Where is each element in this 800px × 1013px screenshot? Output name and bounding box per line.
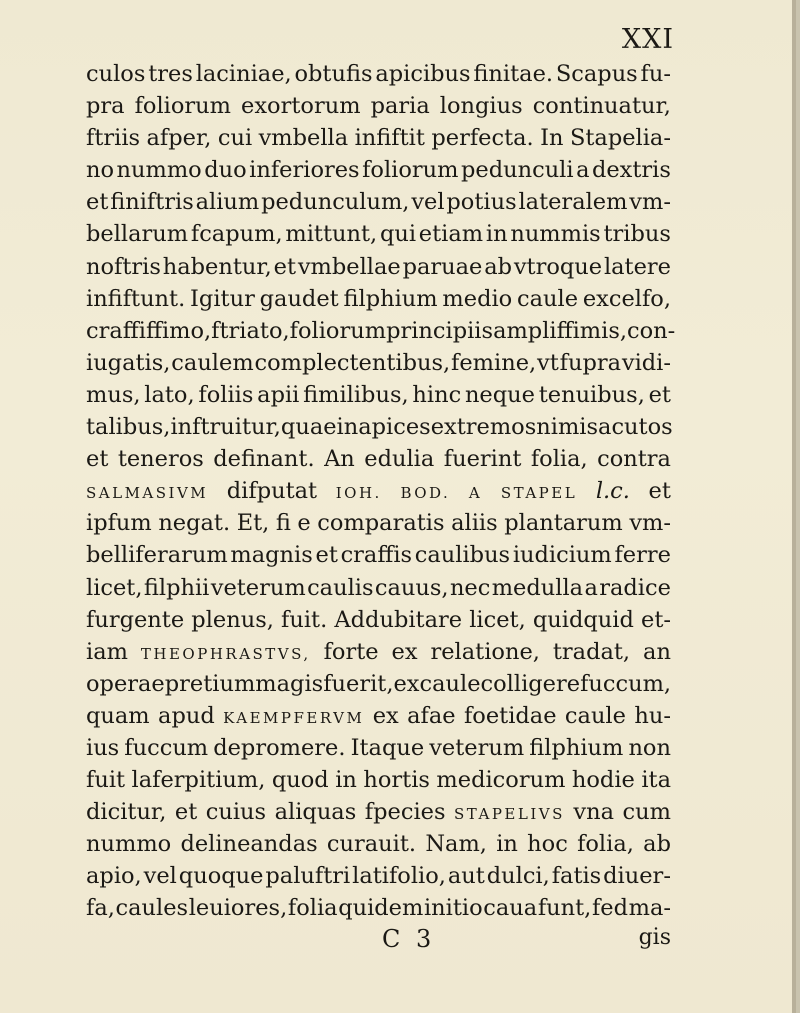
word: Scapus [555,61,638,87]
word: forte [323,638,379,665]
word: colligere [480,670,581,697]
word: quod [271,767,329,794]
word: pedunculi [460,157,574,184]
word: nimis [536,414,599,441]
word: iam [86,638,128,665]
word: obtufis [294,61,373,87]
word: e [297,510,311,537]
word: in [496,831,518,858]
word: folia [287,895,338,922]
word: et- [641,606,671,633]
word: filphii [143,574,210,601]
word: apud [158,702,215,729]
word: Nam, [425,831,487,858]
word: craffis [340,542,413,569]
text-line [86,764,671,796]
word: pretium [164,670,256,697]
word: vel [411,189,445,216]
word: lato, [144,381,195,408]
word: Itaque [350,734,425,761]
word: femine, [451,349,537,376]
word: foliorum [362,157,459,184]
word: vmbellae [297,253,401,280]
word: quae [280,414,337,441]
word: Stapelia- [569,125,671,152]
word: furgente [86,606,185,633]
word: aliis [451,510,498,537]
text-line [86,700,671,732]
word: aliquas [274,799,357,826]
word: difputat [226,478,318,505]
word: foetidae [463,702,557,729]
word: tenuibus, [538,381,645,408]
word: in [335,767,357,794]
word: In [540,125,564,152]
word: a [576,157,590,184]
word: excelfo, [582,285,671,312]
word: vtroque [513,253,603,280]
word: inftruitur, [170,414,281,441]
text-line [86,186,671,218]
word: Igitur [190,285,255,312]
word: leuiores, [188,895,288,922]
text-line [86,379,671,411]
word: inferiores [249,157,360,184]
text-line [86,90,671,122]
word: iudicium [512,542,612,569]
word: negat. [158,510,231,537]
word: apio, [86,863,142,890]
text-line [86,154,671,186]
word: fcapum, [190,221,283,248]
word: habentur, [162,253,272,280]
word: foliorum [134,93,232,120]
word: craffiffimo, [86,317,212,344]
word: finiftris [110,189,194,216]
word: fimilibus, [303,381,409,408]
word: foliorum [289,317,387,344]
word: fa, [86,895,115,922]
word: perfecta. [431,125,534,152]
word: folia, [530,446,588,473]
word: l.c. [595,478,630,505]
word: STAPELIVS [454,805,565,824]
word: dextris [591,157,671,184]
text-line [86,732,671,764]
word: vna [573,799,615,826]
word: fuerit, [323,670,394,697]
word: nummis [510,221,601,248]
word: mittunt, [285,221,378,248]
word: vidi- [621,349,671,376]
word: et [315,542,338,569]
word: et [86,189,109,216]
word: laferpitium, [131,767,266,794]
word: alium [195,189,260,216]
word: licet, [86,574,143,601]
word: in [336,414,359,441]
word: THEOPHRASTVS, [140,644,311,663]
word: caules [115,895,189,922]
word: fi [275,510,291,537]
word: teneros [117,446,204,473]
word: pedunculum, [261,189,410,216]
word: hortis [363,767,430,794]
word: ab [484,253,513,280]
word: cuius [205,799,267,826]
word: exortorum [241,93,361,120]
word: KAEMPFERVM [223,708,365,727]
word: caulibus [414,542,511,569]
word: fatis [551,863,602,890]
text-line [86,251,671,283]
word: belliferarum [86,542,228,569]
word: fuerint [443,446,522,473]
word: plenus, [191,606,274,633]
word: et [648,478,671,505]
word: a [584,574,598,601]
word: dicitur, [86,799,167,826]
text-line [86,283,671,315]
word: dulci, [486,863,550,890]
word: fupra [559,349,622,376]
word: in [485,221,508,248]
word: paruae [402,253,483,280]
body-text [86,58,676,925]
text-line [86,443,671,475]
word: hu- [634,702,671,729]
word: depromere. [213,734,346,761]
word: bellarum [86,221,189,248]
word: et [273,253,297,280]
word: cauus, [374,574,449,601]
word: tribus [603,221,671,248]
word: an [643,638,671,665]
text-line [86,347,671,379]
word: afper, [146,125,212,152]
word: fpecies [364,799,446,826]
word: relatione, [430,638,540,665]
word: ftriis [86,125,141,152]
word: fuit [86,767,126,794]
word: vel [143,863,177,890]
text-line [86,539,671,571]
text-line [86,315,676,347]
word: foliis [198,381,254,408]
word: caulem [171,349,254,376]
word: vmbella [258,125,349,152]
text-line [86,218,671,250]
word: contra [597,446,671,473]
word: aut [447,863,485,890]
word: vt [537,349,559,376]
word: laciniae, [195,61,292,87]
text-line [86,796,671,828]
word: cui [217,125,253,152]
word: no [86,157,115,184]
word: definant. [213,446,315,473]
page-number-roman: XXI [621,24,674,55]
word: mus, [86,381,141,408]
word: infiftunt. [86,285,186,312]
word: latere [603,253,671,280]
word: operae [86,670,165,697]
word: caule [564,702,626,729]
word: veterum [210,574,306,601]
word: diuer- [603,863,671,890]
word: caule [517,285,579,312]
word: finitae. [473,61,554,87]
word: et [174,799,198,826]
word: fuccum, [580,670,672,697]
word: BOD. [400,484,451,503]
text-line [86,828,671,860]
word: etiam [418,221,484,248]
word: continuatur, [532,93,671,120]
word: plantarum [504,510,623,537]
word: ex [372,702,399,729]
word: quidem [338,895,424,922]
word: delineandas [180,831,318,858]
word: SALMASIVM [86,484,209,503]
word: culos [86,61,146,87]
word: medicorum [436,767,566,794]
word: principiis [386,317,494,344]
word: non [628,734,671,761]
word: vm- [629,189,671,216]
word: apicibus [375,61,471,87]
word: con- [627,317,676,344]
word: latifolio, [352,863,446,890]
word: et [86,446,109,473]
word: caule [419,670,481,697]
word: lateralem [518,189,628,216]
word: pra [86,93,125,120]
word: radice [599,574,671,601]
word: Addubitare [334,606,463,633]
word: medio [442,285,513,312]
word: cum [622,799,671,826]
word: filphium [529,734,624,761]
word: ius [86,734,120,761]
word: hodie [571,767,635,794]
word: ipfum [86,510,152,537]
word: neque [464,381,535,408]
word: quoque [178,863,264,890]
word: afae [407,702,456,729]
text-line [86,668,671,700]
word: duo [204,157,247,184]
word: fu- [640,61,671,87]
word: ampliffimis, [493,317,628,344]
word: paluftri [265,863,351,890]
page-footer [86,925,671,961]
word: medulla [491,574,584,601]
word: ferre [614,542,671,569]
text-line [86,122,671,154]
word: extremos [430,414,537,441]
word: nummo [86,831,172,858]
word: licet, [469,606,526,633]
word: folia, [577,831,634,858]
word: fuit. [281,606,328,633]
word: hoc [527,831,568,858]
text-line [86,604,671,636]
word: acutos [598,414,673,441]
word: tradat, [552,638,631,665]
word: apices [358,414,431,441]
word: magis [255,670,324,697]
word: et [648,381,671,408]
word: vm- [629,510,671,537]
word: hinc [412,381,462,408]
word: caulis [307,574,374,601]
word: Et, [236,510,270,537]
word: paria [370,93,430,120]
word: initio [423,895,483,922]
word: ab [643,831,671,858]
word: IOH. [335,484,382,503]
word: ex [391,638,418,665]
text-line [86,507,671,539]
text-line [86,411,671,443]
word: edulia [364,446,435,473]
word: nummo [116,157,202,184]
word: tres [148,61,193,87]
word: STAPEL [500,484,578,503]
text-line [86,636,671,668]
word: fed [591,895,628,922]
word: nec [449,574,491,601]
word: A [468,484,483,503]
word: ita [641,767,671,794]
word: ex [393,670,420,697]
word: apii [257,381,300,408]
word: ma- [628,895,671,922]
word: curauit. [326,831,417,858]
word: funt, [537,895,592,922]
word: caua [483,895,538,922]
text-line [86,892,671,924]
text-line [86,475,671,507]
word: comparatis [317,510,445,537]
word: gaudet [259,285,339,312]
word: ftriato, [211,317,290,344]
word: fuccum [124,734,209,761]
word: filphium [343,285,438,312]
text-line [86,572,671,604]
word: potius [446,189,517,216]
word: veterum [429,734,525,761]
word: An [324,446,355,473]
word: qui [379,221,417,248]
catchword: gis [638,925,671,950]
word: talibus, [86,414,171,441]
text-line [86,860,671,892]
signature-mark: C 3 [382,925,436,953]
word: infiftit [354,125,425,152]
word: quidquid [532,606,634,633]
word: quam [86,702,150,729]
word: noftris [86,253,161,280]
word: longius [439,93,523,120]
word: magnis [230,542,313,569]
word: complectentibus, [254,349,451,376]
text-line [86,58,671,90]
word: iugatis, [86,349,171,376]
